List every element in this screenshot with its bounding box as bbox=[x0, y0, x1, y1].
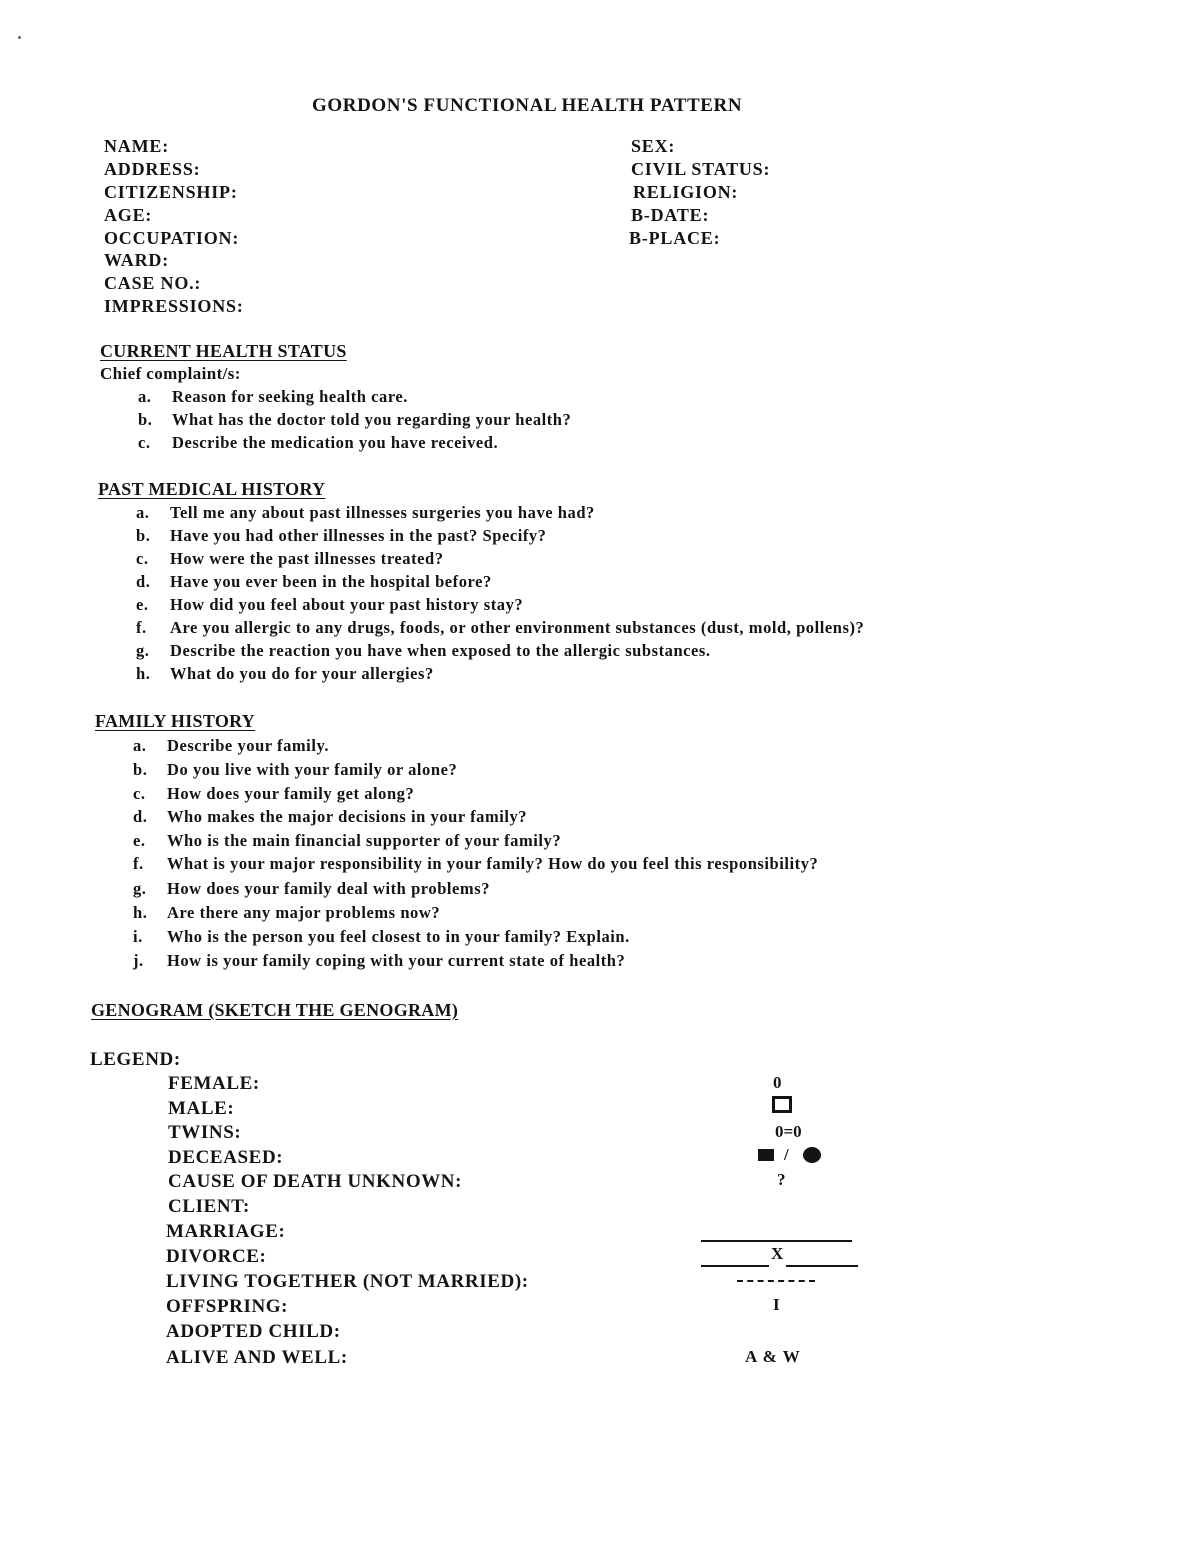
field-sex: SEX: bbox=[631, 136, 676, 156]
list-item bbox=[136, 664, 434, 684]
item-letter: a. bbox=[136, 503, 150, 522]
field-age: AGE: bbox=[104, 205, 153, 225]
offspring-symbol: I bbox=[773, 1295, 780, 1314]
living-together-dashed-line-icon bbox=[737, 1280, 815, 1282]
list-item bbox=[133, 736, 329, 756]
item-letter: d. bbox=[136, 572, 151, 591]
field-name: NAME: bbox=[104, 136, 169, 156]
page-title: GORDON'S FUNCTIONAL HEALTH PATTERN bbox=[312, 95, 743, 116]
twins-symbol: 0=0 bbox=[775, 1122, 802, 1141]
item-letter: e. bbox=[136, 595, 149, 614]
legend-label-client: CLIENT: bbox=[168, 1196, 250, 1217]
field-b-date: B-DATE: bbox=[631, 205, 710, 225]
item-text: Who makes the major decisions in your family? bbox=[167, 807, 528, 826]
item-text: What has the doctor told you regarding your health? bbox=[172, 410, 572, 429]
legend-label-alive-well: ALIVE AND WELL: bbox=[166, 1347, 348, 1368]
item-text: Who is the person you feel closest to in your family? Explain. bbox=[167, 927, 630, 946]
item-text: Have you had other illnesses in the past? Specify? bbox=[170, 526, 547, 545]
male-square-icon bbox=[772, 1096, 792, 1113]
field-civil-status: CIVIL STATUS: bbox=[631, 159, 771, 179]
item-letter: h. bbox=[136, 664, 151, 683]
legend-label-divorce: DIVORCE: bbox=[166, 1246, 267, 1267]
item-text: Reason for seeking health care. bbox=[172, 387, 408, 406]
scan-speck bbox=[18, 36, 21, 39]
item-text: Describe your family. bbox=[167, 736, 330, 755]
field-religion: RELIGION: bbox=[633, 182, 739, 202]
divorce-x-symbol: X bbox=[771, 1244, 784, 1263]
list-item bbox=[133, 854, 818, 874]
legend-label-deceased: DECEASED: bbox=[168, 1147, 284, 1168]
cause-unknown-symbol: ? bbox=[777, 1170, 786, 1189]
deceased-slash: / bbox=[784, 1145, 789, 1164]
item-letter: c. bbox=[138, 433, 151, 452]
item-text: Do you live with your family or alone? bbox=[167, 760, 458, 779]
list-item bbox=[133, 760, 457, 780]
item-letter: g. bbox=[133, 879, 147, 898]
divorce-line-right-icon bbox=[786, 1265, 858, 1267]
item-text: What do you do for your allergies? bbox=[170, 664, 434, 683]
deceased-square-icon bbox=[758, 1149, 774, 1161]
divorce-line-left-icon bbox=[701, 1265, 769, 1267]
item-text: Have you ever been in the hospital before? bbox=[170, 572, 492, 591]
list-item bbox=[136, 618, 864, 638]
female-symbol: 0 bbox=[773, 1073, 782, 1092]
list-item bbox=[136, 572, 492, 592]
list-item bbox=[133, 879, 490, 899]
family-history-heading: FAMILY HISTORY bbox=[95, 711, 256, 731]
legend-label-offspring: OFFSPRING: bbox=[166, 1296, 289, 1317]
item-letter: b. bbox=[136, 526, 151, 545]
marriage-line-icon bbox=[701, 1240, 852, 1242]
current-health-heading: CURRENT HEALTH STATUS bbox=[100, 341, 347, 361]
list-item bbox=[138, 387, 408, 407]
item-letter: i. bbox=[133, 927, 143, 946]
list-item bbox=[136, 595, 523, 615]
item-text: Are there any major problems now? bbox=[167, 903, 441, 922]
past-medical-heading: PAST MEDICAL HISTORY bbox=[98, 479, 326, 499]
list-item bbox=[138, 410, 571, 430]
item-letter: f. bbox=[136, 618, 147, 637]
item-text: Are you allergic to any drugs, foods, or other environment substances (dust, mold, pollens)? bbox=[170, 618, 865, 637]
legend-title: LEGEND: bbox=[90, 1049, 181, 1070]
item-text: How does your family get along? bbox=[167, 784, 415, 803]
legend-label-living-together: LIVING TOGETHER (NOT MARRIED): bbox=[166, 1271, 529, 1292]
item-text: How were the past illnesses treated? bbox=[170, 549, 444, 568]
item-letter: f. bbox=[133, 854, 144, 873]
item-letter: c. bbox=[133, 784, 146, 803]
legend-label-marriage: MARRIAGE: bbox=[166, 1221, 286, 1242]
item-text: How does your family deal with problems? bbox=[167, 879, 490, 898]
list-item bbox=[133, 927, 630, 947]
list-item bbox=[138, 433, 498, 453]
list-item bbox=[136, 526, 546, 546]
field-citizenship: CITIZENSHIP: bbox=[104, 182, 238, 202]
item-letter: c. bbox=[136, 549, 149, 568]
item-text: Tell me any about past illnesses surgeries you have had? bbox=[170, 503, 595, 522]
legend-label-female: FEMALE: bbox=[168, 1073, 260, 1094]
field-occupation: OCCUPATION: bbox=[104, 228, 240, 248]
item-text: Describe the medication you have received. bbox=[172, 433, 499, 452]
item-text: How did you feel about your past history stay? bbox=[170, 595, 524, 614]
item-letter: a. bbox=[138, 387, 152, 406]
legend-label-twins: TWINS: bbox=[168, 1122, 242, 1143]
item-text: Who is the main financial supporter of your family? bbox=[167, 831, 562, 850]
list-item bbox=[133, 951, 625, 971]
item-letter: a. bbox=[133, 736, 147, 755]
list-item bbox=[133, 903, 440, 923]
list-item bbox=[133, 831, 561, 851]
item-letter: g. bbox=[136, 641, 150, 660]
chief-complaint-label: Chief complaint/s: bbox=[100, 364, 241, 383]
genogram-heading: GENOGRAM (SKETCH THE GENOGRAM) bbox=[91, 1000, 459, 1020]
field-case-no: CASE NO.: bbox=[104, 273, 202, 293]
item-letter: j. bbox=[133, 951, 144, 970]
list-item bbox=[136, 549, 444, 569]
list-item bbox=[136, 503, 595, 523]
item-letter: d. bbox=[133, 807, 148, 826]
deceased-circle-icon bbox=[803, 1147, 821, 1163]
legend-label-cause-unknown: CAUSE OF DEATH UNKNOWN: bbox=[168, 1171, 463, 1192]
field-impressions: IMPRESSIONS: bbox=[104, 296, 244, 316]
list-item bbox=[136, 641, 711, 661]
alive-well-symbol: A & W bbox=[745, 1347, 801, 1366]
list-item bbox=[133, 784, 414, 804]
field-ward: WARD: bbox=[104, 250, 169, 270]
item-letter: b. bbox=[133, 760, 148, 779]
field-address: ADDRESS: bbox=[104, 159, 201, 179]
item-letter: e. bbox=[133, 831, 146, 850]
item-text: Describe the reaction you have when exposed to the allergic substances. bbox=[170, 641, 711, 660]
legend-label-adopted: ADOPTED CHILD: bbox=[166, 1321, 341, 1342]
item-letter: b. bbox=[138, 410, 153, 429]
field-b-place: B-PLACE: bbox=[629, 228, 721, 248]
list-item bbox=[133, 807, 527, 827]
legend-label-male: MALE: bbox=[168, 1098, 235, 1119]
item-letter: h. bbox=[133, 903, 148, 922]
item-text: What is your major responsibility in your family? How do you feel this responsibility? bbox=[167, 854, 819, 873]
item-text: How is your family coping with your current state of health? bbox=[167, 951, 626, 970]
